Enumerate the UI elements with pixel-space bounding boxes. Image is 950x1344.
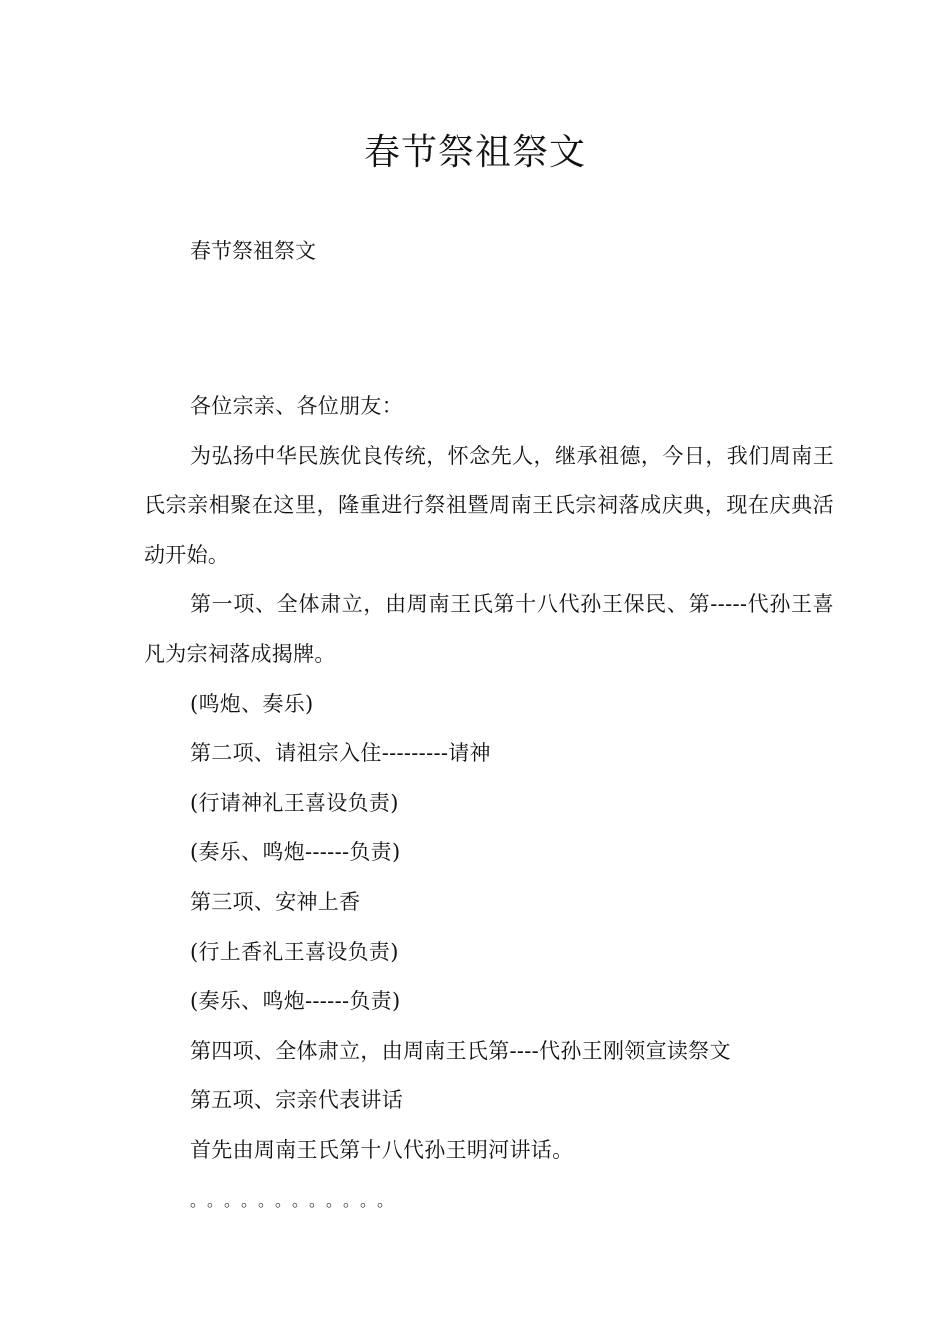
- note-paragraph: (奏乐、鸣炮------负责): [190, 989, 401, 1014]
- note-paragraph: (行请神礼王喜设负责): [190, 790, 399, 815]
- document-body: [144, 382, 834, 1225]
- document-title: 春节祭祖祭文: [363, 132, 586, 173]
- note-paragraph: (奏乐、鸣炮------负责): [190, 840, 401, 865]
- speech-paragraph: 首先由周南王氏第十八代孙王明河讲话。: [190, 1137, 574, 1162]
- note-paragraph: (行上香礼王喜设负责): [190, 939, 399, 964]
- item-two-paragraph: 第二项、请祖宗入住---------请神: [190, 741, 491, 766]
- note-paragraph: (鸣炮、奏乐): [190, 691, 314, 716]
- ellipsis-line: 。。。。。。。。。。。。: [190, 1190, 403, 1210]
- item-five-paragraph: 第五项、宗亲代表讲话: [190, 1088, 403, 1113]
- item-one-paragraph: 第一项、全体肃立，由周南王氏第十八代孙王保民、第-----代孙王喜凡为宗祠落成揭牌。: [144, 592, 834, 666]
- opening-paragraph: 为弘扬中华民族优良传统，怀念先人，继承祖德，今日，我们周南王氏宗亲相聚在这里，隆重进行祭祖暨周南王氏宗祠落成庆典，现在庆典活动开始。: [144, 443, 834, 567]
- item-three-paragraph: 第三项、安神上香: [190, 889, 361, 914]
- document-subtitle: 春节祭祖祭文: [190, 239, 316, 263]
- greeting-paragraph: 各位宗亲、各位朋友：: [190, 394, 403, 418]
- item-four-paragraph: 第四项、全体肃立，由周南王氏第----代孙王刚领宣读祭文: [190, 1038, 731, 1063]
